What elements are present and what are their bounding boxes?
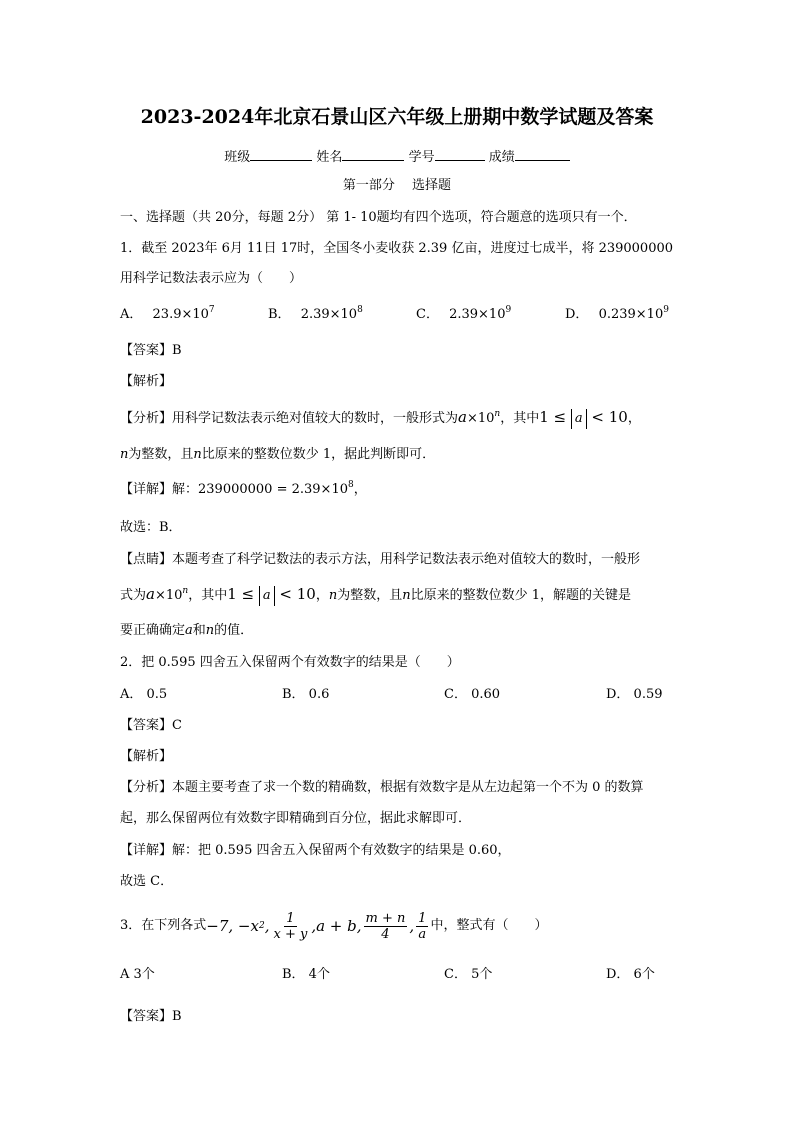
q1-guxuan: 故选：B． (120, 520, 182, 535)
q1-dianjing-line2: 式为$a\times 10^n$，其中1 ≤ a < 10，n为整数，且n比原来的整数位数少 1，解题的关键是 (120, 585, 631, 606)
q1-answer: 【答案】B (120, 343, 182, 358)
q3-stem: 3．在下列各式 −7, −x 2 , $\frac{1}{x + y}$ ,a + b, $\frac{m + n}{4}$ , $\frac{1}{a}$ 中，整式有（ ） (120, 910, 548, 942)
q1-option-c: C． $2.39\times 10^9$ (416, 305, 512, 322)
abs-value: a (259, 586, 275, 606)
q1-fenxi-line2: n为整数，且n比原来的整数位数少 1，据此判断即可． (120, 447, 436, 462)
abs-value: a (571, 409, 587, 429)
name-blank (342, 146, 404, 161)
q1-dianjing-line1: 【点睛】本题考查了科学记数法的表示方法，用科学记数法表示绝对值较大的数时，一般形 (120, 552, 641, 567)
q1-dianjing-line3: 要正确确定a和n的值． (120, 623, 254, 638)
q2-option-a: A． 0.5 (120, 687, 168, 702)
q2-fenxi-line2: 起，那么保留两位有效数字即精确到百分位，据此求解即可． (120, 811, 472, 826)
id-blank (435, 146, 485, 161)
id-label: 学号 (408, 150, 435, 165)
q1-analysis-heading: 【解析】 (120, 374, 173, 389)
name-label: 姓名 (316, 150, 343, 165)
fraction: $\frac{m + n}{4}$ (365, 910, 406, 942)
q2-option-c: C． 0.60 (444, 687, 501, 702)
q3-option-a: A 3个 (120, 967, 155, 982)
q3-option-c: C． 5个 (444, 967, 493, 982)
q2-option-b: B． 0.6 (282, 687, 330, 702)
student-info-line (0, 146, 794, 167)
q3-answer: 【答案】B (120, 1009, 182, 1024)
fraction: $\frac{1}{a}$ (418, 910, 427, 942)
q1-stem-line2: 用科学记数法表示应为（ ） (120, 271, 303, 286)
q1-option-d: D． $0.239\times 10^9$ (565, 305, 669, 322)
q2-option-d: D． 0.59 (606, 687, 663, 702)
q2-analysis-heading: 【解析】 (120, 749, 173, 764)
q2-answer: 【答案】C (120, 718, 182, 733)
q1-stem-line1: 1．截至 2023年 6月 11日 17时，全国冬小麦收获 2.39 亿亩，进度过七成半，将 239000000 (120, 241, 674, 256)
q2-guxuan: 故选 C． (120, 874, 174, 889)
q3-option-d: D． 6个 (606, 967, 655, 982)
fraction: $\frac{1}{x + y}$ (273, 910, 308, 942)
class-label: 班级 (224, 150, 251, 165)
q2-fenxi-line1: 【分析】本题主要考查了求一个数的精确数，根据有效数字是从左边起第一个不为 0 的数算 (120, 780, 644, 795)
class-blank (250, 146, 312, 161)
section-intro: 一、选择题（共 20分，每题 2分） 第 1- 10题均有四个选项，符合题意的选项只有一个． (120, 210, 637, 225)
q1-xiangjie: 【详解】解：$239000000 = 2.39\times 10^8$， (120, 480, 367, 497)
q3-option-b: B． 4个 (282, 967, 330, 982)
q2-xiangjie: 【详解】解：把 0.595 四舍五入保留两个有效数字的结果是 0.60， (120, 843, 511, 858)
q1-fenxi-line1: 【分析】用科学记数法表示绝对值较大的数时，一般形式为$a\times 10^n$，其中1 ≤ a < 10， (120, 408, 641, 429)
q1-option-a: A． $23.9\times 10^7$ (120, 305, 215, 322)
q2-stem: 2．把 0.595 四舍五入保留两个有效数字的结果是（ ） (120, 655, 460, 670)
page-title: 2023-2024年北京石景山区六年级上册期中数学试题及答案 (140, 106, 654, 128)
score-label: 成绩 (488, 150, 515, 165)
score-blank (515, 146, 570, 161)
part-title: 第一部分 选择题 (342, 178, 452, 193)
q1-option-b: B． $2.39\times 10^8$ (268, 305, 363, 322)
